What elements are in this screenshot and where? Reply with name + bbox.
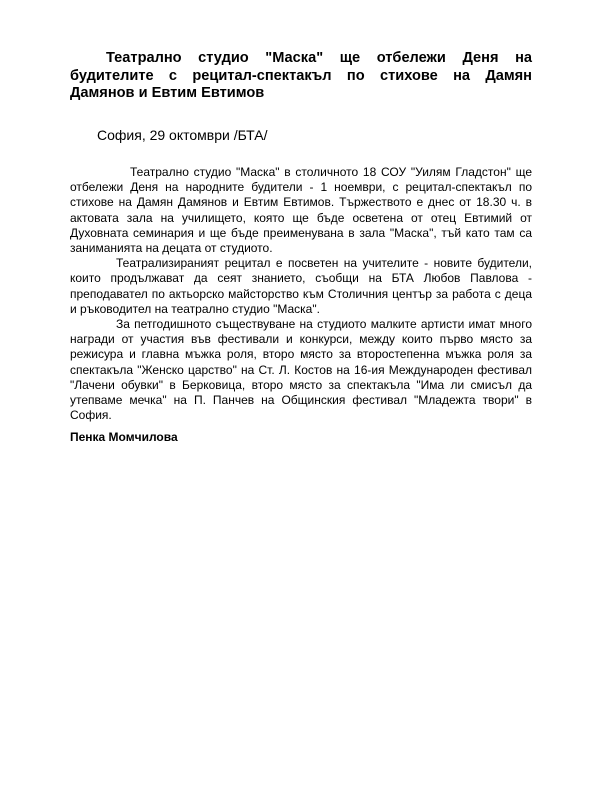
article-dateline: София, 29 октомври /БТА/ xyxy=(97,127,268,143)
article-body xyxy=(70,165,532,423)
article-paragraph: Театрализираният рецитал е посветен на учителите - новите будители, които продължават да сеят знанието, съобщи на БТА Любов Павлова - преподавател по актьорско майсторство към Столичния център за работа с деца и ръководител на театрално студио "Маска". xyxy=(70,256,532,316)
article-paragraph: За петгодишното съществуване на студиото малките артисти имат много награди от участия във фестивали и конкурси, между които първо място за режисура и главна мъжка роля, второ място за второстепенна мъжка роля за спектакъла "Женско царство" на Ст. Л. Костов на 16-ия Международен фестивал "Лачени обувки" в Берковица, второ място за спектакъла "Има ли смисъл да утепваме мечка" на П. Панчев на Общинския фестивал "Младежта твори" в София. xyxy=(70,317,532,423)
article-title: Театрално студио "Маска" ще отбележи Деня на будителите с рецитал-спектакъл по стихове на Дамян Дамянов и Евтим Евтимов xyxy=(70,50,532,101)
article-paragraph: Театрално студио "Маска" в столичното 18 СОУ "Уилям Гладстон" ще отбележи Деня на народните будители - 1 ноември, с рецитал-спектакъл по стихове на Дамян Дамянов и Евтим Евтимов. Тържеството е днес от 18.30 ч. в актовата зала на училището, която ще бъде осветена от отец Евтимий от Духовната семинария и ще бъде преименувана в зала "Маска", тъй като там са заниманията на децата от студиото. xyxy=(70,165,532,256)
article-author: Пенка Момчилова xyxy=(70,430,178,444)
